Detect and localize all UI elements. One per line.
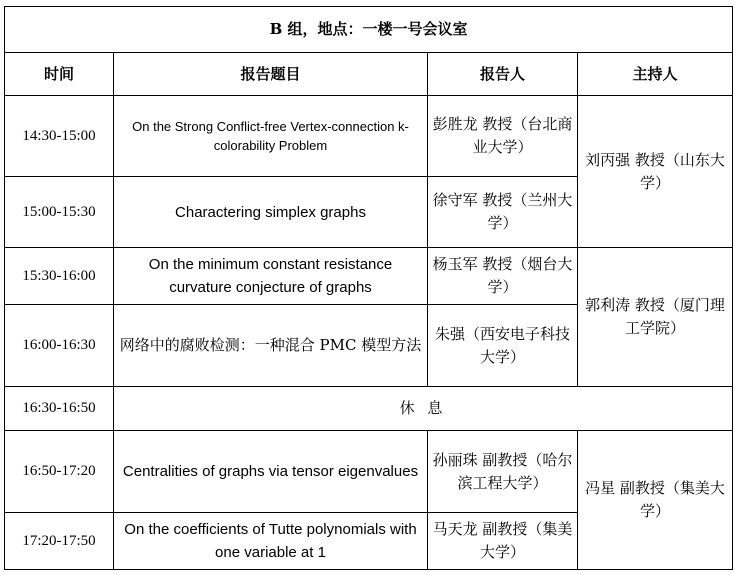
header-time: 时间 <box>5 53 114 96</box>
table-row <box>5 431 733 513</box>
topic-cell: Charactering simplex graphs <box>114 177 428 248</box>
time-cell: 15:30-16:00 <box>5 248 114 305</box>
session-title: B 组，地点：一楼一号会议室 <box>5 7 733 53</box>
time-cell: 16:00-16:30 <box>5 305 114 387</box>
header-host: 主持人 <box>578 53 733 96</box>
speaker-cell: 马天龙 副教授（集美大学） <box>428 513 578 570</box>
break-label: 休 息 <box>114 387 733 431</box>
topic-cell: On the Strong Conflict-free Vertex-connection k-colorability Problem <box>114 96 428 177</box>
topic-cell: On the minimum constant resistance curvature conjecture of graphs <box>114 248 428 305</box>
speaker-cell: 杨玉军 教授（烟台大学） <box>428 248 578 305</box>
speaker-cell: 孙丽珠 副教授（哈尔滨工程大学） <box>428 431 578 513</box>
time-cell: 16:30-16:50 <box>5 387 114 431</box>
host-cell: 冯星 副教授（集美大学） <box>578 431 733 570</box>
speaker-cell: 彭胜龙 教授（台北商业大学） <box>428 96 578 177</box>
topic-cell: 网络中的腐败检测：一种混合 PMC 模型方法 <box>114 305 428 387</box>
time-cell: 14:30-15:00 <box>5 96 114 177</box>
table-row <box>5 96 733 177</box>
time-cell: 15:00-15:30 <box>5 177 114 248</box>
time-cell: 16:50-17:20 <box>5 431 114 513</box>
speaker-cell: 徐守军 教授（兰州大学） <box>428 177 578 248</box>
header-speaker: 报告人 <box>428 53 578 96</box>
schedule-table <box>4 6 733 570</box>
header-topic: 报告题目 <box>114 53 428 96</box>
host-cell: 刘丙强 教授（山东大学） <box>578 96 733 248</box>
table-row <box>5 248 733 305</box>
host-cell: 郭利涛 教授（厦门理工学院） <box>578 248 733 387</box>
topic-cell: On the coefficients of Tutte polynomials with one variable at 1 <box>114 513 428 570</box>
topic-cell: Centralities of graphs via tensor eigenvalues <box>114 431 428 513</box>
speaker-cell: 朱强（西安电子科技大学） <box>428 305 578 387</box>
time-cell: 17:20-17:50 <box>5 513 114 570</box>
table-row-break <box>5 387 733 431</box>
